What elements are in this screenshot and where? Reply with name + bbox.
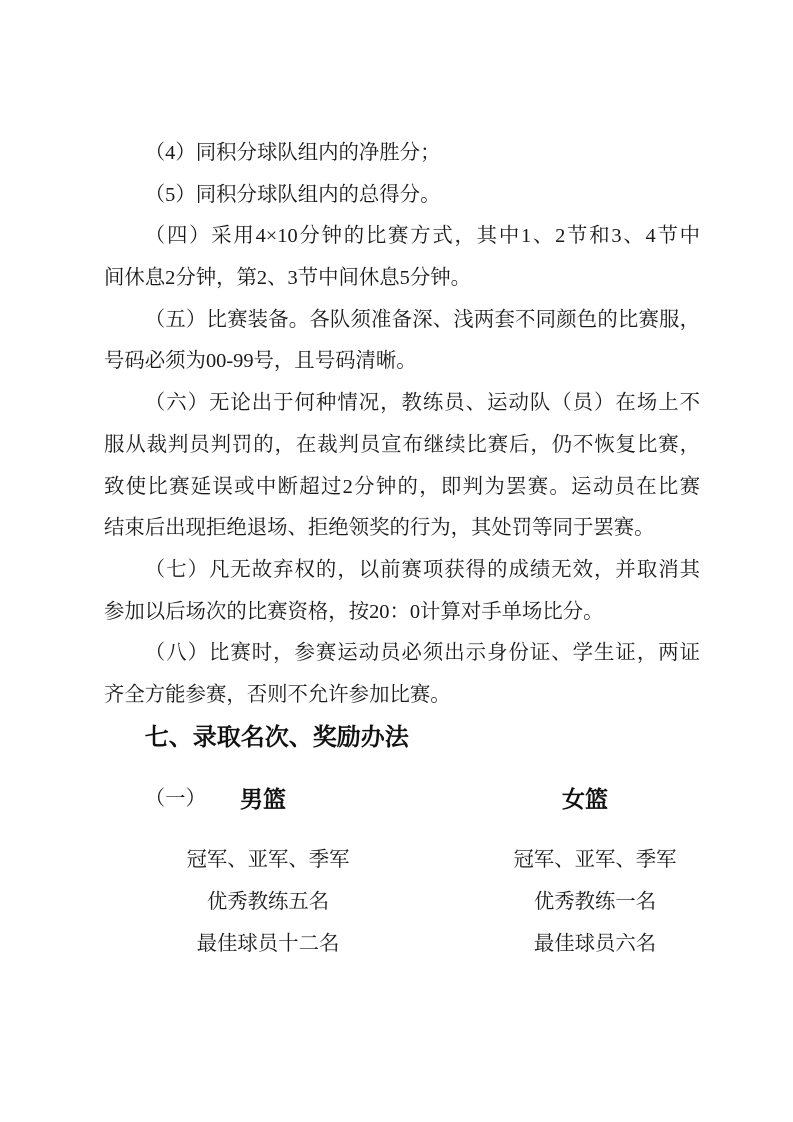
award-row bbox=[104, 924, 700, 966]
body-text-line: （七）凡无故弃权的，以前赛项获得的成绩无效，并取消其 bbox=[144, 558, 700, 581]
body-text-line: 服从裁判员判罚的，在裁判员宣布继续比赛后，仍不恢复比赛， bbox=[104, 433, 700, 456]
subsection-header-row bbox=[104, 778, 700, 820]
body-text-line: （四）采用4×10分钟的比赛方式，其中1、2节和3、4节中 bbox=[144, 225, 700, 248]
award-men-cell: 优秀教练五名 bbox=[206, 891, 330, 913]
award-row bbox=[104, 882, 700, 924]
body-text-line: 号码必须为00-99号，且号码清晰。 bbox=[104, 350, 417, 373]
section-heading: 七、录取名次、奖励办法 bbox=[144, 723, 409, 751]
awards-block bbox=[104, 840, 700, 965]
award-row bbox=[104, 840, 700, 882]
body-text-line: 致使比赛延误或中断超过2分钟的，即判为罢赛。运动员在比赛 bbox=[104, 475, 700, 498]
body-text-line: 间休息2分钟，第2、3节中间休息5分钟。 bbox=[104, 267, 472, 290]
body-text-line: 齐全方能参赛，否则不允许参加比赛。 bbox=[104, 683, 451, 706]
body-text-line: （4）同积分球队组内的净胜分； bbox=[144, 142, 441, 164]
body-text-line: （六）无论出于何种情况，教练员、运动队（员）在场上不 bbox=[144, 392, 700, 415]
body-text-line: （5）同积分球队组内的总得分。 bbox=[144, 183, 441, 206]
column-header-men-basketball: 男篮 bbox=[240, 786, 286, 813]
subsection-label: （一） bbox=[144, 788, 206, 811]
body-text-line: 参加以后场次的比赛资格，按20：0计算对手单场比分。 bbox=[104, 600, 604, 623]
award-women-cell: 优秀教练一名 bbox=[533, 891, 657, 913]
award-women-cell: 最佳球员六名 bbox=[533, 932, 657, 955]
body-text-line: 结束后出现拒绝退场、拒绝领奖的行为，其处罚等同于罢赛。 bbox=[104, 517, 655, 540]
award-men-cell: 冠军、亚军、季军 bbox=[186, 849, 350, 872]
body-text-block bbox=[104, 133, 700, 717]
body-text-line: （八）比赛时，参赛运动员必须出示身份证、学生证，两证 bbox=[144, 642, 700, 665]
award-women-cell: 冠军、亚军、季军 bbox=[513, 849, 677, 872]
document-content bbox=[104, 133, 700, 965]
body-text-line: （五）比赛装备。各队须准备深、浅两套不同颜色的比赛服， bbox=[144, 308, 700, 331]
column-header-women-basketball: 女篮 bbox=[562, 786, 608, 813]
award-men-cell: 最佳球员十二名 bbox=[196, 932, 340, 955]
